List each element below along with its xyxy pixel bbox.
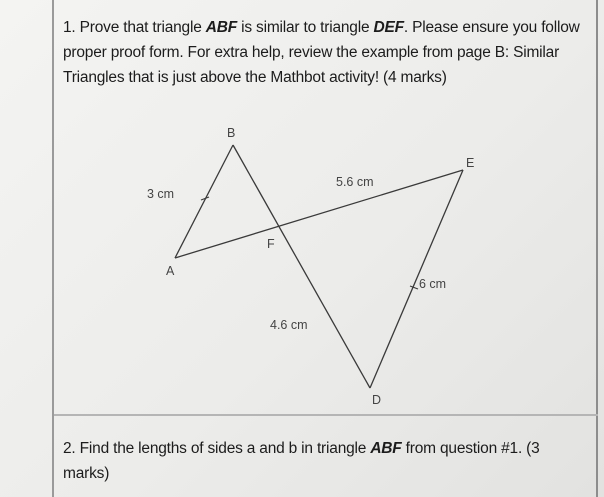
segment-ab bbox=[175, 145, 233, 258]
question-1-text-a: Prove that triangle bbox=[79, 19, 206, 36]
measure-fe: 5.6 cm bbox=[336, 175, 374, 189]
question-2 bbox=[63, 436, 583, 486]
point-a-label: A bbox=[166, 264, 175, 278]
point-d-label: D bbox=[372, 393, 382, 407]
question-1-text-b: is similar to triangle bbox=[237, 19, 374, 36]
question-2-text-b: from question #1. (3 marks) bbox=[63, 440, 540, 482]
point-f-label: F bbox=[267, 237, 275, 251]
triangle-def-label: DEF bbox=[373, 19, 404, 36]
question-2-number: 2. bbox=[63, 440, 76, 457]
measure-ab: 3 cm bbox=[147, 187, 175, 201]
measure-fd: 4.6 cm bbox=[270, 318, 308, 332]
measure-ed: 6 cm bbox=[419, 277, 447, 291]
question-2-text-a: Find the lengths of sides a and b in triangle bbox=[79, 440, 371, 457]
question-1-text-c: . Please ensure you follow proper proof form. For extra help, review the example from page B: Similar Triangles that is just above the Mathbot activity! (4 marks) bbox=[63, 19, 580, 86]
point-b-label: B bbox=[227, 126, 236, 140]
point-e-label: E bbox=[466, 156, 475, 170]
triangle-abf-label-q2: ABF bbox=[370, 440, 402, 457]
triangle-abf-label: ABF bbox=[205, 19, 238, 36]
question-1-number: 1. bbox=[63, 19, 76, 36]
segment-ed bbox=[370, 170, 463, 388]
segment-ae bbox=[175, 170, 463, 258]
